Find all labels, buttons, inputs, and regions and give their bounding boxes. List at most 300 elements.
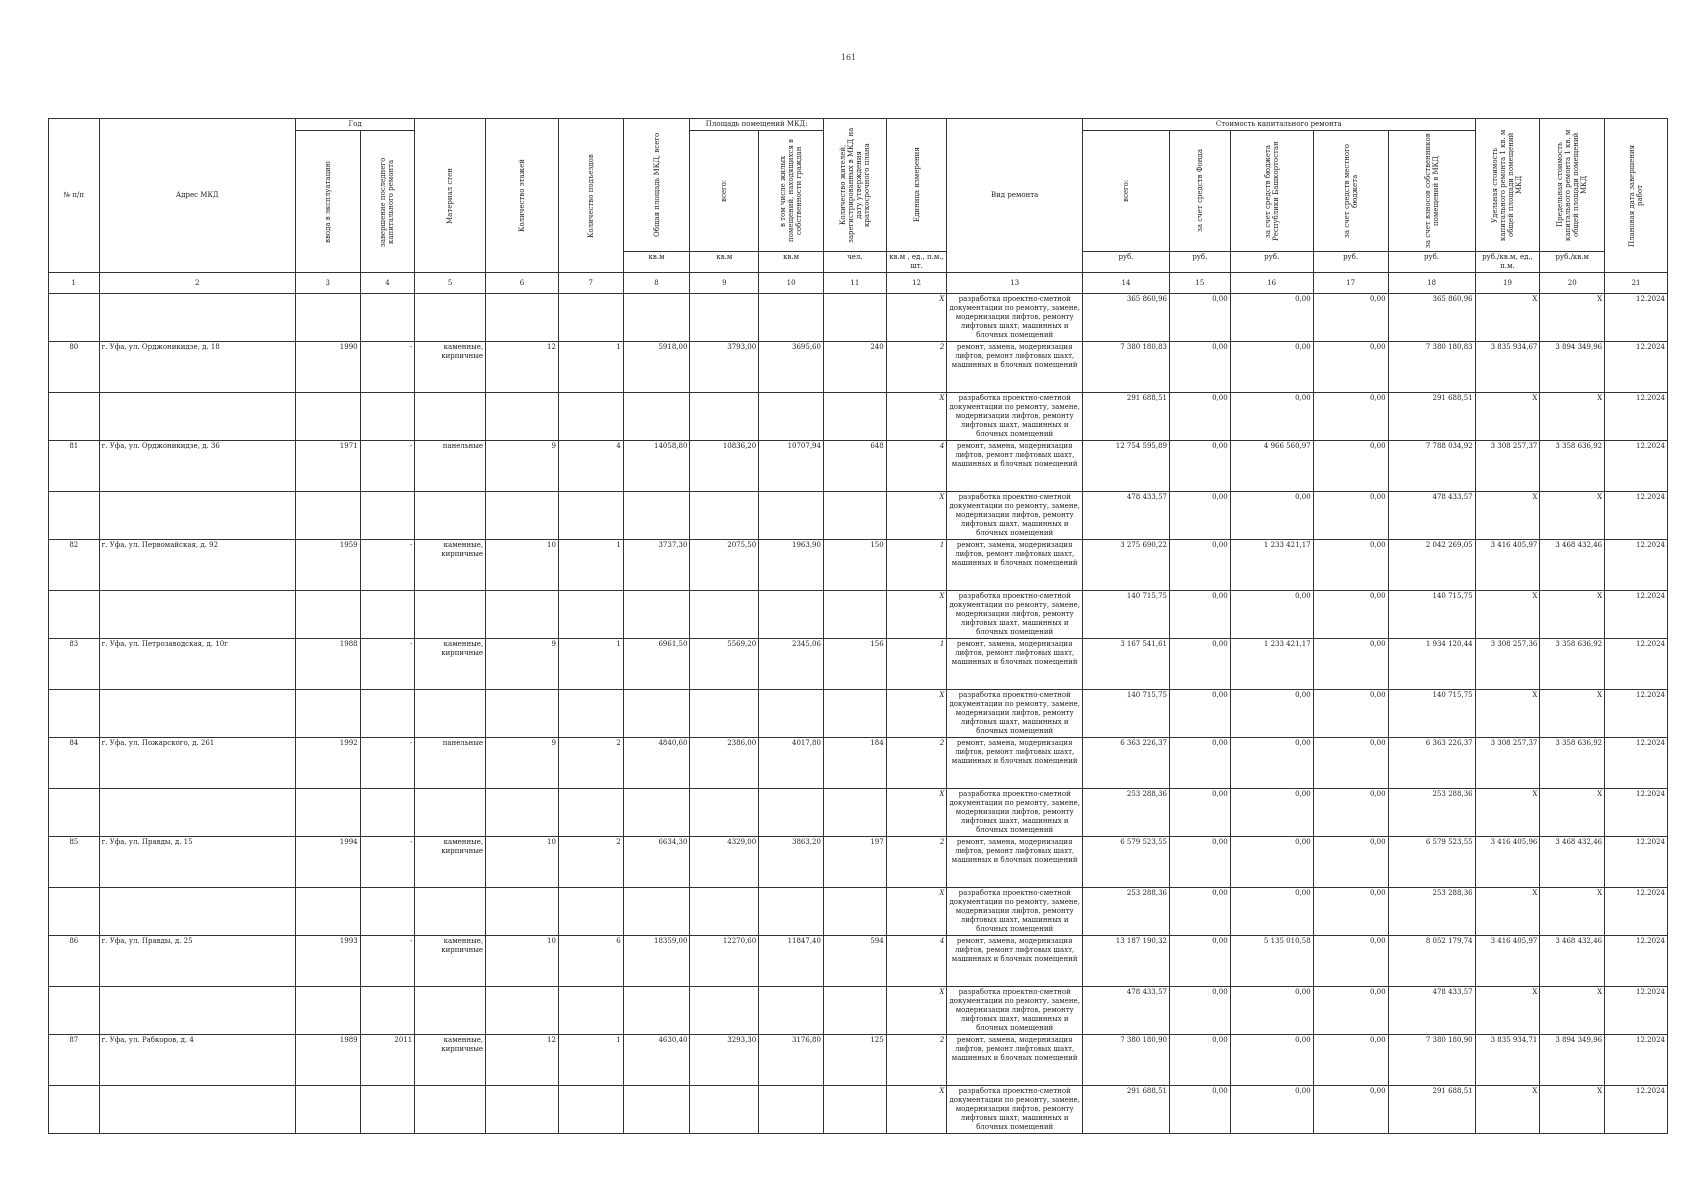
cell-unit-cost: X [1475, 591, 1540, 639]
cell-entrances [558, 987, 623, 1035]
table-row [49, 540, 1668, 591]
cell-cost-local: 0,00 [1313, 540, 1388, 591]
cell-year-commissioned: 1994 [295, 837, 360, 888]
cell-unit-cost: X [1475, 888, 1540, 936]
cell-repair-type: разработка проектно-сметной документации по ремонту, замене, модернизации лифтов, ремонту лифтовых шахт, машинных и блочных помещений [947, 591, 1083, 639]
cell-planned-date: 12.2024 [1605, 690, 1668, 738]
cell-entrances: 1 [558, 342, 623, 393]
cell-cost-total: 140 715,75 [1082, 690, 1169, 738]
cell-repair-type: разработка проектно-сметной документации по ремонту, замене, модернизации лифтов, ремонту лифтовых шахт, машинных и блочных помещений [947, 888, 1083, 936]
cell-area-residential [759, 690, 824, 738]
cell-area-total: 12270,60 [690, 936, 759, 987]
cell-year-last-repair [360, 492, 415, 540]
cell-cost-fund: 0,00 [1169, 441, 1230, 492]
cell-year-commissioned [295, 987, 360, 1035]
cell-cost-total: 3 167 541,61 [1082, 639, 1169, 690]
cell-cost-republic: 0,00 [1230, 789, 1313, 837]
table-row [49, 888, 1668, 936]
cell-year-last-repair [360, 690, 415, 738]
cell-cost-total: 7 380 180,83 [1082, 342, 1169, 393]
cell-cost-fund: 0,00 [1169, 342, 1230, 393]
column-index: 19 [1475, 273, 1540, 294]
cell-cost-total: 291 688,51 [1082, 393, 1169, 441]
cell-entrances: 1 [558, 1035, 623, 1086]
cell-repair-type: разработка проектно-сметной документации по ремонту, замене, модернизации лифтов, ремонту лифтовых шахт, машинных и блочных помещений [947, 690, 1083, 738]
page-number: 161 [840, 53, 857, 62]
cell-wall-material [415, 888, 486, 936]
cell-unit-value: 2 [886, 837, 947, 888]
table-row [49, 837, 1668, 888]
cell-area-residential [759, 294, 824, 342]
column-index: 18 [1388, 273, 1475, 294]
cell-cost-local: 0,00 [1313, 342, 1388, 393]
cell-floors [486, 789, 559, 837]
cell-planned-date: 12.2024 [1605, 294, 1668, 342]
header-cost-republic: за счет средств бюджета Республики Башкортостан [1230, 131, 1313, 252]
cell-address [99, 393, 295, 441]
cell-limit-cost: 3 468 432,46 [1540, 540, 1605, 591]
cell-area-total: 2075,50 [690, 540, 759, 591]
cell-cost-local: 0,00 [1313, 789, 1388, 837]
cell-area-total: 2386,00 [690, 738, 759, 789]
cell-entrances [558, 393, 623, 441]
cell-cost-owners: 7 788 034,92 [1388, 441, 1475, 492]
cell-year-commissioned [295, 492, 360, 540]
table-row [49, 492, 1668, 540]
unit-residents: чел. [823, 252, 886, 273]
cell-area-total [690, 1086, 759, 1134]
unit-limit-cost: руб./кв.м [1540, 252, 1605, 273]
cell-unit-cost: 3 416 405,97 [1475, 936, 1540, 987]
column-index: 3 [295, 273, 360, 294]
cell-residents: 594 [823, 936, 886, 987]
cell-row-number: 84 [49, 738, 100, 789]
cell-address [99, 294, 295, 342]
cell-area-total: 4329,00 [690, 837, 759, 888]
cell-floors [486, 987, 559, 1035]
cell-unit-value: 2 [886, 1035, 947, 1086]
cell-total-area [623, 690, 690, 738]
cell-total-area: 3737,30 [623, 540, 690, 591]
cell-entrances: 2 [558, 738, 623, 789]
cell-year-last-repair [360, 789, 415, 837]
cell-year-last-repair [360, 1086, 415, 1134]
cell-total-area [623, 294, 690, 342]
cell-cost-total: 478 433,57 [1082, 987, 1169, 1035]
cell-repair-type: разработка проектно-сметной документации по ремонту, замене, модернизации лифтов, ремонту лифтовых шахт, машинных и блочных помещений [947, 1086, 1083, 1134]
cell-limit-cost: X [1540, 492, 1605, 540]
cell-entrances [558, 591, 623, 639]
table-row [49, 591, 1668, 639]
cell-unit-cost: X [1475, 492, 1540, 540]
cell-entrances [558, 492, 623, 540]
cell-cost-fund: 0,00 [1169, 393, 1230, 441]
table-row [49, 639, 1668, 690]
unit-total-area: кв.м [623, 252, 690, 273]
cell-planned-date: 12.2024 [1605, 540, 1668, 591]
cell-floors [486, 690, 559, 738]
cell-cost-local: 0,00 [1313, 393, 1388, 441]
table-row [49, 936, 1668, 987]
column-index: 2 [99, 273, 295, 294]
cell-row-number [49, 888, 100, 936]
cell-residents: 150 [823, 540, 886, 591]
cell-limit-cost: 3 894 349,96 [1540, 1035, 1605, 1086]
cell-area-total: 5569,20 [690, 639, 759, 690]
column-index: 11 [823, 273, 886, 294]
cell-unit-cost: 3 835 934,71 [1475, 1035, 1540, 1086]
cell-area-total: 3793,00 [690, 342, 759, 393]
cell-residents: 197 [823, 837, 886, 888]
cell-unit-value: X [886, 987, 947, 1035]
cell-area-total [690, 393, 759, 441]
cell-unit-cost: 3 835 934,67 [1475, 342, 1540, 393]
cell-residents [823, 690, 886, 738]
unit-area-total: кв.м [690, 252, 759, 273]
header-address: Адрес МКД [99, 119, 295, 273]
cell-planned-date: 12.2024 [1605, 789, 1668, 837]
cell-planned-date: 12.2024 [1605, 492, 1668, 540]
cell-floors [486, 1086, 559, 1134]
header-repair-type: Вид ремонта [947, 119, 1083, 273]
cell-cost-republic: 5 135 010,58 [1230, 936, 1313, 987]
cell-repair-type: ремонт, замена, модернизация лифтов, ремонт лифтовых шахт, машинных и блочных помещений [947, 639, 1083, 690]
cell-row-number [49, 393, 100, 441]
cell-entrances [558, 690, 623, 738]
unit-cost-fund: руб. [1169, 252, 1230, 273]
cell-address [99, 591, 295, 639]
cell-repair-type: разработка проектно-сметной документации по ремонту, замене, модернизации лифтов, ремонту лифтовых шахт, машинных и блочных помещений [947, 393, 1083, 441]
cell-cost-total: 140 715,75 [1082, 591, 1169, 639]
cell-entrances [558, 1086, 623, 1134]
cell-cost-total: 253 288,36 [1082, 888, 1169, 936]
cell-area-total [690, 888, 759, 936]
cell-repair-type: разработка проектно-сметной документации по ремонту, замене, модернизации лифтов, ремонту лифтовых шахт, машинных и блочных помещений [947, 294, 1083, 342]
cell-cost-owners: 1 934 120,44 [1388, 639, 1475, 690]
cell-cost-local: 0,00 [1313, 294, 1388, 342]
cell-area-residential: 3695,60 [759, 342, 824, 393]
cell-residents: 156 [823, 639, 886, 690]
cell-floors [486, 393, 559, 441]
cell-limit-cost: X [1540, 888, 1605, 936]
cell-address [99, 492, 295, 540]
cell-cost-owners: 6 363 226,37 [1388, 738, 1475, 789]
cell-total-area [623, 591, 690, 639]
unit-cost-total: руб. [1082, 252, 1169, 273]
cell-planned-date: 12.2024 [1605, 393, 1668, 441]
column-index: 14 [1082, 273, 1169, 294]
cell-residents: 648 [823, 441, 886, 492]
header-year-group: Год [295, 119, 414, 131]
cell-wall-material [415, 393, 486, 441]
cell-floors: 10 [486, 837, 559, 888]
cell-year-last-repair: - [360, 837, 415, 888]
cell-address: г. Уфа, ул. Пожарского, д. 261 [99, 738, 295, 789]
cell-row-number: 80 [49, 342, 100, 393]
cell-wall-material: каменные, кирпичные [415, 540, 486, 591]
cell-residents [823, 591, 886, 639]
cell-cost-local: 0,00 [1313, 690, 1388, 738]
table-row [49, 441, 1668, 492]
cell-total-area [623, 987, 690, 1035]
cell-wall-material [415, 987, 486, 1035]
cell-floors: 12 [486, 1035, 559, 1086]
header-cost-local: за счет средств местного бюджета [1313, 131, 1388, 252]
table-row [49, 393, 1668, 441]
cell-unit-value: 4 [886, 441, 947, 492]
column-index: 6 [486, 273, 559, 294]
cell-cost-republic: 0,00 [1230, 1035, 1313, 1086]
cell-cost-fund: 0,00 [1169, 639, 1230, 690]
cell-planned-date: 12.2024 [1605, 441, 1668, 492]
cell-cost-fund: 0,00 [1169, 936, 1230, 987]
header-area-total: всего: [690, 131, 759, 252]
cell-year-commissioned: 1993 [295, 936, 360, 987]
cell-cost-republic: 0,00 [1230, 888, 1313, 936]
cell-cost-owners: 8 052 179,74 [1388, 936, 1475, 987]
cell-cost-fund: 0,00 [1169, 888, 1230, 936]
cell-year-commissioned: 1971 [295, 441, 360, 492]
cell-entrances: 2 [558, 837, 623, 888]
cell-cost-local: 0,00 [1313, 936, 1388, 987]
cell-area-residential [759, 789, 824, 837]
cell-wall-material [415, 690, 486, 738]
column-index: 4 [360, 273, 415, 294]
cell-cost-fund: 0,00 [1169, 738, 1230, 789]
cell-residents [823, 987, 886, 1035]
column-index: 17 [1313, 273, 1388, 294]
cell-year-commissioned [295, 690, 360, 738]
cell-entrances: 6 [558, 936, 623, 987]
table-row [49, 342, 1668, 393]
cell-cost-local: 0,00 [1313, 888, 1388, 936]
cell-cost-republic: 1 233 421,17 [1230, 639, 1313, 690]
cell-year-last-repair: 2011 [360, 1035, 415, 1086]
cell-cost-republic: 0,00 [1230, 1086, 1313, 1134]
header-number: № п/п [49, 119, 100, 273]
cell-cost-owners: 7 380 180,90 [1388, 1035, 1475, 1086]
cell-limit-cost: 3 468 432,46 [1540, 837, 1605, 888]
cell-year-commissioned: 1990 [295, 342, 360, 393]
cell-wall-material [415, 591, 486, 639]
cell-limit-cost: X [1540, 987, 1605, 1035]
column-index: 15 [1169, 273, 1230, 294]
cell-area-residential: 4017,80 [759, 738, 824, 789]
cell-year-commissioned: 1988 [295, 639, 360, 690]
cell-cost-local: 0,00 [1313, 987, 1388, 1035]
cell-planned-date: 12.2024 [1605, 936, 1668, 987]
cell-total-area: 14058,80 [623, 441, 690, 492]
cell-wall-material: каменные, кирпичные [415, 639, 486, 690]
cell-year-commissioned: 1989 [295, 1035, 360, 1086]
cell-address: г. Уфа, ул. Правды, д. 15 [99, 837, 295, 888]
cell-cost-fund: 0,00 [1169, 1086, 1230, 1134]
cell-row-number [49, 591, 100, 639]
cell-cost-republic: 0,00 [1230, 690, 1313, 738]
cell-row-number: 85 [49, 837, 100, 888]
cell-year-commissioned [295, 393, 360, 441]
cell-cost-local: 0,00 [1313, 492, 1388, 540]
cell-residents [823, 492, 886, 540]
cell-cost-republic: 0,00 [1230, 492, 1313, 540]
cell-unit-value: 2 [886, 342, 947, 393]
cell-total-area: 4840,60 [623, 738, 690, 789]
cell-limit-cost: 3 358 636,92 [1540, 738, 1605, 789]
column-index: 12 [886, 273, 947, 294]
cell-repair-type: ремонт, замена, модернизация лифтов, ремонт лифтовых шахт, машинных и блочных помещений [947, 837, 1083, 888]
cell-wall-material [415, 294, 486, 342]
cell-total-area: 4630,40 [623, 1035, 690, 1086]
header-cost-owners: за счет взносов собственников помещений в МКД [1388, 131, 1475, 252]
cell-unit-value: 1 [886, 540, 947, 591]
cell-planned-date: 12.2024 [1605, 987, 1668, 1035]
cell-wall-material [415, 492, 486, 540]
cell-repair-type: ремонт, замена, модернизация лифтов, ремонт лифтовых шахт, машинных и блочных помещений [947, 342, 1083, 393]
cell-year-last-repair: - [360, 936, 415, 987]
cell-unit-value: X [886, 492, 947, 540]
column-index: 21 [1605, 273, 1668, 294]
unit-cost-owners: руб. [1388, 252, 1475, 273]
cell-row-number [49, 789, 100, 837]
cell-year-commissioned [295, 591, 360, 639]
cell-wall-material: каменные, кирпичные [415, 1035, 486, 1086]
cell-area-residential [759, 591, 824, 639]
cell-planned-date: 12.2024 [1605, 342, 1668, 393]
cell-limit-cost: X [1540, 789, 1605, 837]
cell-address: г. Уфа, ул. Правды, д. 25 [99, 936, 295, 987]
cell-address [99, 690, 295, 738]
cell-unit-cost: X [1475, 294, 1540, 342]
cell-year-last-repair: - [360, 342, 415, 393]
cell-unit-value: X [886, 1086, 947, 1134]
cell-row-number: 83 [49, 639, 100, 690]
cell-address: г. Уфа, ул. Орджоникидзе, д. 18 [99, 342, 295, 393]
cell-wall-material: каменные, кирпичные [415, 936, 486, 987]
cell-residents: 240 [823, 342, 886, 393]
cell-year-last-repair [360, 294, 415, 342]
cell-cost-local: 0,00 [1313, 1086, 1388, 1134]
cell-area-residential: 1963,90 [759, 540, 824, 591]
cell-total-area: 5918,00 [623, 342, 690, 393]
column-index: 16 [1230, 273, 1313, 294]
header-cost-total: всего: [1082, 131, 1169, 252]
cell-cost-owners: 291 688,51 [1388, 393, 1475, 441]
unit-cost-local: руб. [1313, 252, 1388, 273]
cell-repair-type: ремонт, замена, модернизация лифтов, ремонт лифтовых шахт, машинных и блочных помещений [947, 1035, 1083, 1086]
table-row [49, 1035, 1668, 1086]
cell-cost-owners: 291 688,51 [1388, 1086, 1475, 1134]
cell-cost-republic: 1 233 421,17 [1230, 540, 1313, 591]
cell-cost-local: 0,00 [1313, 639, 1388, 690]
cell-limit-cost: 3 358 636,92 [1540, 441, 1605, 492]
cell-repair-type: разработка проектно-сметной документации по ремонту, замене, модернизации лифтов, ремонту лифтовых шахт, машинных и блочных помещений [947, 789, 1083, 837]
header-residents: Количество жителей, зарегистрированных в МКД на дату утверждения краткосрочного плана [823, 119, 886, 252]
cell-floors [486, 591, 559, 639]
cell-row-number: 81 [49, 441, 100, 492]
cell-floors [486, 888, 559, 936]
cell-address [99, 789, 295, 837]
cell-cost-fund: 0,00 [1169, 789, 1230, 837]
header-area-group: Площадь помещений МКД: [690, 119, 824, 131]
cell-cost-republic: 4 966 560,97 [1230, 441, 1313, 492]
cell-cost-republic: 0,00 [1230, 987, 1313, 1035]
unit-area-residential: кв.м [759, 252, 824, 273]
cell-total-area: 18359,00 [623, 936, 690, 987]
cell-cost-total: 6 579 523,55 [1082, 837, 1169, 888]
cell-unit-value: X [886, 789, 947, 837]
cell-area-total [690, 492, 759, 540]
header-cost-fund: за счет средств Фонда [1169, 131, 1230, 252]
cell-cost-fund: 0,00 [1169, 837, 1230, 888]
cell-cost-total: 478 433,57 [1082, 492, 1169, 540]
header-cost-group: Стоимость капитального ремонта [1082, 119, 1475, 131]
cell-cost-owners: 6 579 523,55 [1388, 837, 1475, 888]
cell-cost-total: 365 860,96 [1082, 294, 1169, 342]
cell-residents [823, 789, 886, 837]
cell-row-number: 87 [49, 1035, 100, 1086]
cell-entrances: 1 [558, 639, 623, 690]
cell-cost-owners: 478 433,57 [1388, 987, 1475, 1035]
cell-cost-owners: 140 715,75 [1388, 591, 1475, 639]
cell-cost-fund: 0,00 [1169, 540, 1230, 591]
cell-address: г. Уфа, ул. Рабкоров, д. 4 [99, 1035, 295, 1086]
cell-residents [823, 294, 886, 342]
cell-residents: 184 [823, 738, 886, 789]
table-row [49, 789, 1668, 837]
cell-repair-type: ремонт, замена, модернизация лифтов, ремонт лифтовых шахт, машинных и блочных помещений [947, 540, 1083, 591]
cell-unit-value: X [886, 591, 947, 639]
cell-area-total [690, 987, 759, 1035]
cell-cost-fund: 0,00 [1169, 1035, 1230, 1086]
cell-area-total [690, 294, 759, 342]
unit-measure: кв.м , ед., п.м., шт. [886, 252, 947, 273]
table-row [49, 738, 1668, 789]
cell-address [99, 1086, 295, 1134]
cell-year-commissioned: 1992 [295, 738, 360, 789]
cell-area-residential [759, 393, 824, 441]
cell-row-number: 82 [49, 540, 100, 591]
cell-cost-owners: 253 288,36 [1388, 789, 1475, 837]
cell-row-number [49, 492, 100, 540]
cell-area-residential: 3176,80 [759, 1035, 824, 1086]
table-row [49, 1086, 1668, 1134]
cell-address: г. Уфа, ул. Петрозаводская, д. 10г [99, 639, 295, 690]
cell-planned-date: 12.2024 [1605, 1086, 1668, 1134]
unit-unit-cost: руб./кв.м, ед., п.м. [1475, 252, 1540, 273]
unit-cost-republic: руб. [1230, 252, 1313, 273]
cell-area-residential [759, 888, 824, 936]
cell-year-commissioned [295, 294, 360, 342]
cell-residents: 125 [823, 1035, 886, 1086]
table-row [49, 987, 1668, 1035]
cell-area-residential [759, 1086, 824, 1134]
cell-repair-type: разработка проектно-сметной документации по ремонту, замене, модернизации лифтов, ремонту лифтовых шахт, машинных и блочных помещений [947, 492, 1083, 540]
cell-cost-total: 12 754 595,89 [1082, 441, 1169, 492]
cell-year-commissioned [295, 888, 360, 936]
cell-cost-owners: 253 288,36 [1388, 888, 1475, 936]
cell-total-area [623, 888, 690, 936]
cell-row-number [49, 690, 100, 738]
column-index: 20 [1540, 273, 1605, 294]
cell-limit-cost: 3 468 432,46 [1540, 936, 1605, 987]
cell-cost-republic: 0,00 [1230, 294, 1313, 342]
cell-planned-date: 12.2024 [1605, 888, 1668, 936]
cell-total-area [623, 789, 690, 837]
cell-wall-material: каменные, кирпичные [415, 342, 486, 393]
cell-entrances: 4 [558, 441, 623, 492]
cell-repair-type: разработка проектно-сметной документации по ремонту, замене, модернизации лифтов, ремонту лифтовых шахт, машинных и блочных помещений [947, 987, 1083, 1035]
cell-cost-fund: 0,00 [1169, 690, 1230, 738]
